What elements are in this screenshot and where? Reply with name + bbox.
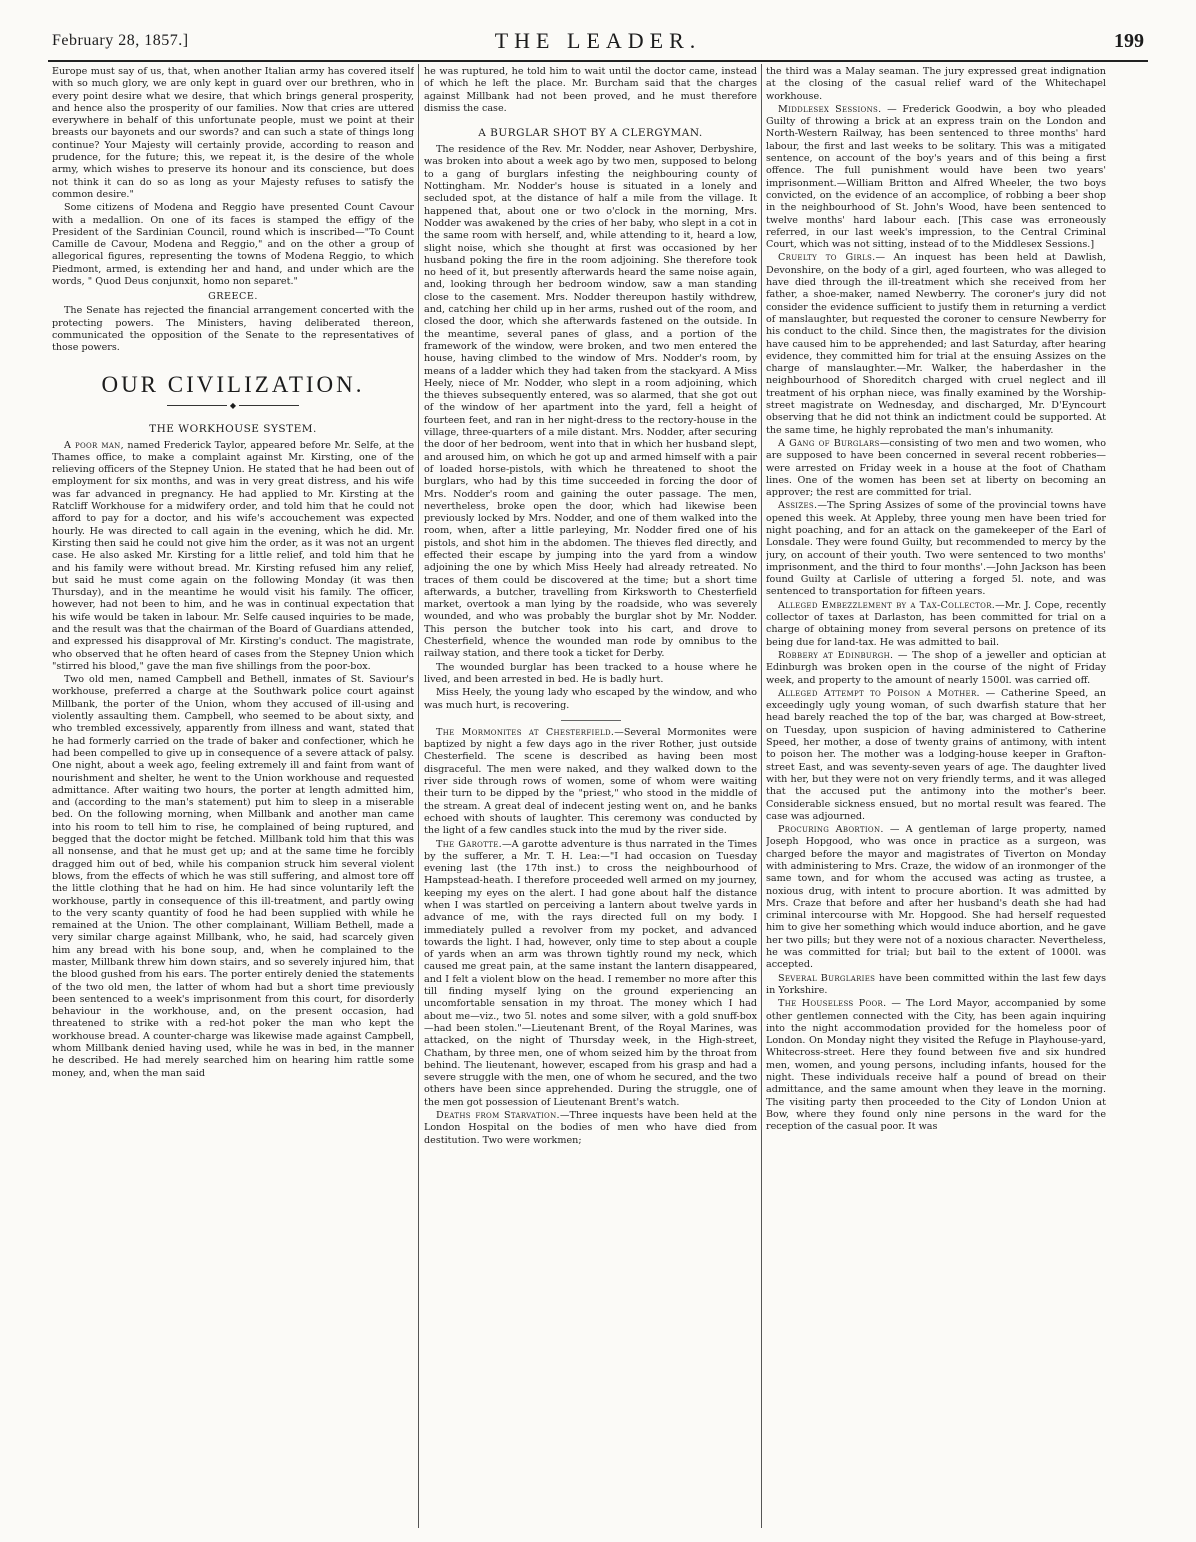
lead-in: Cruelty to Girls. <box>778 252 876 264</box>
lead-in: Several Burglaries <box>778 972 876 984</box>
paragraph <box>424 727 757 838</box>
paragraph <box>766 688 1106 823</box>
paragraph-text: —A garotte adventure is thus narrated in the Times by the sufferer, a Mr. T. H. Lea:—"I had occasion on Tuesday evening last (the 17th inst.) to cross the neighbourhood of Hampstead-heath. I therefore proceeded well armed on my journey, keeping my eyes on the alert. I had gone about half the distance when I was startled on perceiving a lantern about twelve yards in advance of me, with the rays directed full on my body. I immediately pulled a revolver from my pocket, and advanced towards the light. I had, however, only time to step about a couple of yards when an arm was thrown tightly round my neck, which caused me great pain, at the same instant the lantern disappeared, and I felt a violent blow on the head. I remember no more after this till finding myself lying on the ground experiencing an uncomfortable sensation in my throat. The money which I had about me—viz., two 5l. notes and some silver, with a gold snuff-box—had been stolen."—Lieutenant Brent, of the Royal Marines, was attacked, on the night of Thursday week, in the High-street, Chatham, by three men, one of whom seized him by the throat from behind. The lieutenant, however, escaped from his grasp and had a severe struggle with the men, one of whom he secured, and the two others have been since apprehended. During the struggle, one of the men got possession of Lieutenant Brent's watch. <box>424 838 757 1108</box>
paragraph <box>766 973 1106 998</box>
lead-in: The Houseless Poor. <box>778 998 887 1010</box>
paragraph-text: — Catherine Speed, an exceedingly ugly young woman, of such dwarfish stature that her head barely reached the top of the bar, was charged at Bow-street, on Tuesday, upon suspicion of having administered to Catherine Speed, her mother, a dose of twenty grains of antimony, with intent to poison her. The mother was a lodging-house keeper in Grafton-street East, and was seventy-seven years of age. The daughter lived with her, but they were not on very friendly terms, and it was alleged that the accused put the antimony into the mother's beer. Considerable sickness ensued, but no mortal result was feared. The case was adjourned. <box>766 687 1106 822</box>
column-3 <box>766 66 1106 1526</box>
paragraph: The residence of the Rev. Mr. Nodder, near Ashover, Derbyshire, was broken into about a week ago by two men, supposed to belong to a gang of burglars infesting the neighbouring county of Nottingham. Mr. Nodder's house is situated in a lonely and secluded spot, at the distance of half a mile from the village. It happened that, about one or two o'clock in the morning, Mrs. Nodder was awakened by the cries of her baby, who slept in a cot in the same room with herself, and, while attending to it, heard a low, slight noise, which she thought at first was occasioned by her husband poking the fire in the room adjoining. She therefore took no heed of it, but presently afterwards heard the same noise again, and, looking through her bedroom window, saw a man standing close to the casement. Mrs. Nodder thereupon hastily withdrew, and, catching her child up in her arms, rushed out of the room, and closed the door, which she afterwards fastened on the outside. In the meantime, several panes of glass, and a portion of the framework of the window, were broken, and two men entered the house, having climbed to the window of Mrs. Nodder's room, by means of a ladder which they had taken from the stackyard. A Miss Heely, niece of Mr. Nodder, who slept in a room adjoining, which the thieves subsequently entered, was so alarmed, that she got out of the window of her apartment into the yard, fell a height of fourteen feet, and ran in her night-dress to the rectory-house in the village, three-quarters of a mile distant. Mrs. Nodder, after securing the door of her bedroom, went into that in which her husband slept, and aroused him, on which he got up and armed himself with a pair of loaded horse-pistols, with which he threatened to shoot the burglars, who had by this time succeeded in forcing the door of Mrs. Nodder's room and gaining the outer passage. The men, nevertheless, broke open the door, which had likewise been previously locked by Mrs. Nodder, and one of them walked into the room, when, after a little parleying, Mr. Nodder fired one of his pistols, and shot him in the abdomen. The thieves fled directly, and effected their escape by jumping into the yard from a window adjoining the one by which Miss Heely had already retreated. No traces of them could be discovered at the time; but a short time afterwards, a butcher, travelling from Kirksworth to Chesterfield market, overtook a man lying by the roadside, who was severely wounded, and who was probably the burglar shot by Mr. Nodder. This person the butcher took into his cart, and drove to Chesterfield, whence the wounded man rode by omnibus to the railway station, and there took a ticket for Derby. <box>424 144 757 660</box>
lead-in: The Mormonites at Chesterfield. <box>436 726 615 738</box>
column-divider <box>761 64 762 1528</box>
article-heading: A BURGLAR SHOT BY A CLERGYMAN. <box>478 127 703 140</box>
section-heading-greece: GREECE. <box>208 291 258 303</box>
paragraph-text: — An inquest has been held at Dawlish, Devonshire, on the body of a girl, aged fourteen, who was alleged to have died through the ill-treatment which she received from her father, a shoe-maker, named Newberry. The coroner's jury did not consider the evidence sufficient to justify them in returning a verdict of manslaughter, but requested the coroner to censure Newberry for his conduct to the child. Since then, the magistrates for the division have caused him to be apprehended; and last Saturday, after hearing evidence, they committed him for trial at the ensuing Assizes on the charge of manslaughter.—Mr. Walker, the haberdasher in the neighbourhood of Shoreditch charged with cruel neglect and ill treatment of his orphan niece, was finally examined by the Worship-street magistrate on Wednesday, and discharged, Mr. D'Eyncourt observing that he did not think an indictment could be supported. At the same time, he highly reprobated the man's inhumanity. <box>766 252 1106 436</box>
paragraph-text: — The Lord Mayor, accompanied by some other gentlemen connected with the City, has been again inquiring into the night accommodation provided for the homeless poor of London. On Monday night they visited the Refuge in Playhouse-yard, Whitecross-street. Here they found between five and six hundred men, women, and young persons, including infants, housed for the night. These individuals receive half a pound of bread on their admittance, and the same amount when they leave in the morning. The visiting party then proceeded to the City of London Union at Bow, where they found only nine persons in the ward for the reception of the casual poor. It was <box>766 998 1106 1133</box>
section-title-our-civilization: OUR CIVILIZATION. <box>101 371 365 397</box>
paragraph <box>766 500 1106 598</box>
paragraph: Two old men, named Campbell and Bethell, inmates of St. Saviour's workhouse, preferred a charge at the Southwark police court against Millbank, the porter of the Union, whom they accused of ill-using and violently assaulting them. Campbell, who seemed to be about sixty, and who trembled excessively, apparently from illness and want, stated that he had formerly carried on the trade of baker and confectioner, which he had been compelled to give up in consequence of a severe attack of palsy. One night, about a week ago, feeling extremely ill and faint from want of nourishment and shelter, he went to the Union workhouse and requested admittance. After waiting two hours, the porter at length admitted him, and (according to the man's statement) put him to sleep in a miserable bed. On the following morning, when Millbank and another man came into his room to tell him to rise, he complained of being ruptured, and begged that the doctor might be fetched. Millbank told him that this was all nonsense, and that he must get up; and at the same time he forcibly dragged him out of bed, while his companion struck him several violent blows, from the effects of which he was still suffering, and almost tore off the little clothing that he had on him. He had since voluntarily left the workhouse, partly in consequence of this ill-treatment, and partly owing to the very scanty quantity of food he had been supplied with while he remained at the Union. The other complainant, William Bethell, made a very similar charge against Millbank, who, he said, had scarcely given him any bread with his bone soup, and, when he complained to the master, Millbank threw him down stairs, and so severely injured him, that the blood gushed from his ears. The porter entirely denied the statements of the two old men, the latter of whom had but a short time previously been sentenced to a week's imprisonment from this court, for disorderly behaviour in the workhouse, and, on the present occasion, had threatened to strike with a red-hot poker the man who kept the workhouse bread. A counter-charge was likewise made against Campbell, whom Millbank denied having used, while he was in bed, in the manner he described. He had merely searched him on hearing him rattle some money, and, when the man said <box>52 674 414 1079</box>
paragraph: he was ruptured, he told him to wait until the doctor came, instead of which he left the place. Mr. Burcham said that the charges against Millbank had not been proved, and he must therefore dismiss the case. <box>424 66 757 114</box>
paragraph <box>766 104 1106 252</box>
paragraph: Europe must say of us, that, when another Italian army has covered itself with so much glory, we are only kept in guard over our brethren, who in every point desire what we desire, that which brings general prosperity, and hence also the prosperity of our families. Now that cries are uttered everywhere in behalf of this unfortunate people, must we point at their breasts our bayonets and our swords? and can such a state of things long continue? Your Majesty will certainly provide, according to reason and prudence, for the future; this, we repeat it, is the desire of the whole army, which wishes to preserve its honour and its conscience, but does not think it can do so as long as your Majesty refuses to satisfy the common desire." <box>52 66 414 200</box>
lead-in: Procuring Abortion. <box>778 824 884 836</box>
newspaper-title: THE LEADER. <box>494 28 702 53</box>
lead-in: Assizes. <box>778 500 818 512</box>
paragraph-text: — Frederick Goodwin, a boy who pleaded Guilty of throwing a brick at an express train on the London and North-Western Railway, has been sentenced to three months' hard labour, the first and last weeks to be solitary. This was a mitigated sentence, on account of the boy's years and of this being a first offence. The full punishment would have been two years' imprisonment.—William Britton and Alfred Wheeler, the two boys convicted, on the evidence of an accomplice, of robbing a beer shop in the neighbourhood of St. John's Wood, have been sentenced to twelve months' hard labour each. [This case was erroneously referred, in our last week's impression, to the Central Criminal Court, which was not sitting, instead of to the Middlesex Sessions.] <box>766 103 1106 251</box>
lead-in: Robbery at Edinburgh. <box>778 649 894 661</box>
lead-in: Middlesex Sessions. <box>778 103 882 115</box>
paragraph <box>766 438 1106 499</box>
issue-date: February 28, 1857.] <box>52 32 189 49</box>
column-divider <box>418 64 419 1528</box>
article-heading: THE WORKHOUSE SYSTEM. <box>149 422 317 435</box>
paragraph <box>766 600 1106 649</box>
paragraph-text: — A gentleman of large property, named Joseph Hopgood, who was once in practice as a surgeon, was charged before the mayor and magistrates of Tiverton on Monday with administering to Mrs. Craze, the widow of an ironmonger of the same town, and for whom the accused was acting as trustee, a noxious drug, with intent to procure abortion. It was admitted by Mrs. Craze that before and after her husband's death she had had criminal intercourse with Mr. Hopgood. She had herself requested him to give her something which would induce abortion, and he gave her two pills; but they were not of a noxious character. Nevertheless, he was committed for trial; but bail to the extent of 1000l. was accepted. <box>766 824 1106 971</box>
paragraph-text: — The shop of a jeweller and optician at Edinburgh was broken open in the course of the night of Friday week, and property to the amount of nearly 1500l. was carried off. <box>766 649 1106 686</box>
lead-in: A poor man, <box>64 439 124 451</box>
paragraph: the third was a Malay seaman. The jury expressed great indignation at the closing of the casual relief ward of the Whitechapel workhouse. <box>766 66 1106 102</box>
paragraph-text: —Several Mormonites were baptized by night a few days ago in the river Rother, just outside Chesterfield. The scene is described as having been most disgraceful. The men were naked, and they walked down to the river side through rows of women, some of whom were waiting their turn to be dipped by the "priest," who stood in the middle of the stream. A great deal of indecent jesting went on, and he banks echoed with shouts of laughter. This ceremony was conducted by the light of a few candles stuck into the mud by the river side. <box>424 726 757 837</box>
paragraph-text: —consisting of two men and two women, who are supposed to have been concerned in several recent robberies—were arrested on Friday week in a house at the foot of Chatham lines. One of the women has been set at liberty on becoming an approver; the rest are committed for trial. <box>766 437 1106 499</box>
paragraph <box>766 252 1106 436</box>
column-2 <box>424 66 757 1526</box>
column-1 <box>52 66 414 1526</box>
lead-in: A Gang of Burglars <box>778 437 880 449</box>
paragraph <box>766 998 1106 1133</box>
paragraph: The Senate has rejected the financial arrangement concerted with the protecting powers. The Ministers, having deliberated thereon, communicated the opposition of the Senate to the representatives of those powers. <box>52 305 414 354</box>
header-rule <box>48 60 1148 62</box>
ornament-divider: ◆ <box>52 401 414 411</box>
paragraph <box>766 824 1106 972</box>
paragraph-text: —The Spring Assizes of some of the provincial towns have opened this week. At Appleby, three young men have been tried for night poaching, and for an attack on the gamekeeper of the Earl of Lonsdale. They were found Guilty, but recommended to mercy by the jury, on account of their youth. Two were sentenced to two months' imprisonment, and the third to four months'.—John Jackson has been found Guilty at Carlisle of uttering a forged 5l. note, and was sentenced to transportation for fifteen years. <box>766 500 1106 598</box>
page-number: 199 <box>1114 30 1144 52</box>
lead-in: Alleged Attempt to Poison a Mother. <box>778 687 980 699</box>
lead-in: Deaths from Starvation. <box>436 1110 560 1122</box>
paragraph <box>424 839 757 1110</box>
paragraph: Some citizens of Modena and Reggio have presented Count Cavour with a medallion. On one of its faces is stamped the effigy of the President of the Sardinian Council, round which is inscribed—"To Count Camille de Cavour, Modena and Reggio," and on the other a group of allegorical figures, representing the towns of Modena Reggio, to which Piedmont, armed, is extending her and hand, and under which are the words, " Quod Deus conjunxit, homo non separet." <box>52 202 414 288</box>
paragraph-text: —Mr. J. Cope, recently collector of taxes at Darlaston, has been committed for trial on a charge of obtaining money from several persons on pretence of its being due for land-tax. He was admitted to bail. <box>766 599 1106 648</box>
divider <box>561 720 621 721</box>
paragraph <box>766 650 1106 687</box>
paragraph: The wounded burglar has been tracked to a house where he lived, and been arrested in bed. He is badly hurt. <box>424 661 757 685</box>
lead-in: Alleged Embezzlement by a Tax-Collector. <box>778 599 996 611</box>
paragraph <box>424 1110 757 1147</box>
paragraph <box>52 440 414 674</box>
paragraph-text: —Three inquests have been held at the London Hospital on the bodies of men who have died from destitution. Two were workmen; <box>424 1110 757 1146</box>
lead-in: The Garotte. <box>436 838 503 850</box>
paragraph: Miss Heely, the young lady who escaped by the window, and who was much hurt, is recovering. <box>424 687 757 711</box>
paragraph-text: have been committed within the last few days in Yorkshire. <box>766 972 1106 996</box>
masthead <box>48 24 1148 64</box>
paragraph-text: named Frederick Taylor, appeared before Mr. Selfe, at the Thames office, to make a complaint against Mr. Kirsting, one of the relieving officers of the Stepney Union. He stated that he had been out of employment for six months, and was in very great distress, and his wife was far advanced in pregnancy. He had applied to Mr. Kirsting at the Ratcliff Workhouse for a midwifery order, and told him that he could not afford to pay for a doctor, and his wife's accouchement was expected hourly. He was directed to call again in the evening, which he did. Mr. Kirsting then said he could not give him the order, as it was not an urgent case. He also asked Mr. Kirsting for a little relief, and told him that he and his family were without bread. Mr. Kirsting refused him any relief, but said he must come again on the following Monday (it was then Thursday), and in the meantime he would visit his family. The officer, however, had not been to him, and he was in continual expectation that his wife would be taken in labour. Mr. Selfe caused inquiries to be made, and the result was that the chairman of the Board of Guardians attended, and expressed his disapproval of Mr. Kirsting's conduct. The magistrate, who observed that he often heard of cases from the Stepney Union which "stirred his blood," gave the man five shillings from the poor-box. <box>52 439 414 672</box>
